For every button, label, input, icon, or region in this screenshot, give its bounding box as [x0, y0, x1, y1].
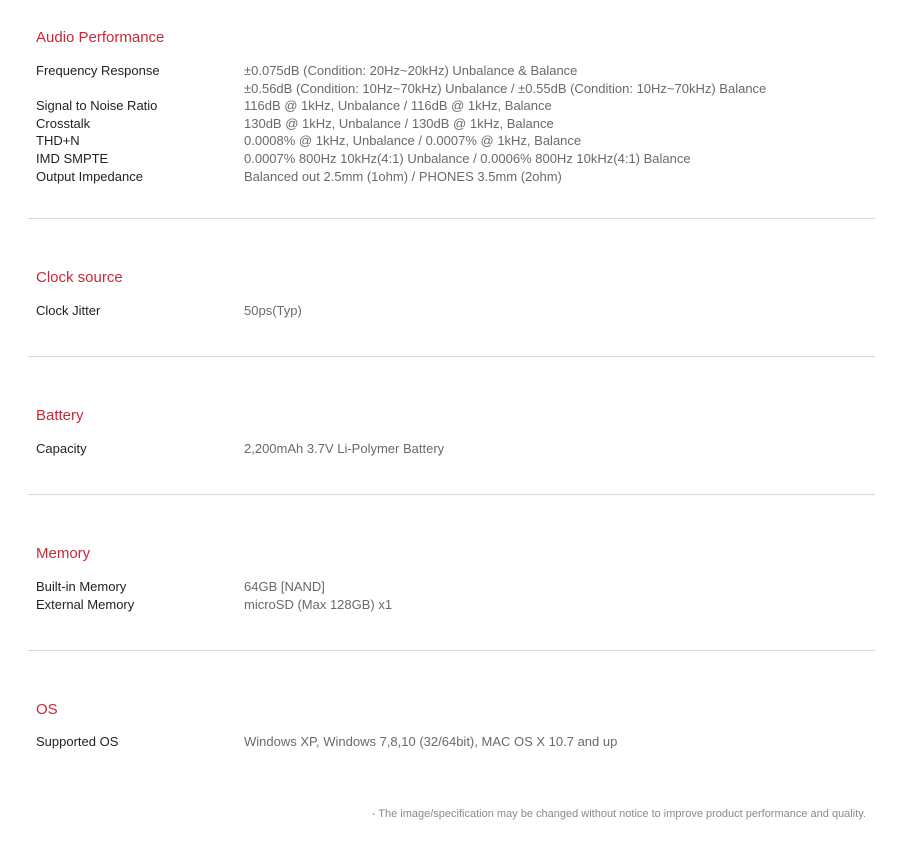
spec-label: Output Impedance — [36, 168, 143, 184]
spec-label: Supported OS — [36, 734, 119, 749]
spec-value — [244, 62, 766, 97]
section-title: Clock source — [36, 269, 123, 286]
spec-row-capacity — [36, 440, 866, 458]
spec-rows — [36, 62, 866, 185]
spec-row-snr — [36, 97, 866, 115]
section-title: Memory — [36, 545, 91, 562]
spec-value: 64GB [NAND] — [244, 579, 325, 594]
spec-label: Clock Jitter — [36, 303, 101, 318]
spec-row-imd-smpte — [36, 150, 866, 168]
spec-row-frequency-response — [36, 62, 866, 97]
spec-rows — [36, 440, 866, 458]
section-title: Battery — [36, 407, 84, 424]
spec-value: 130dB @ 1kHz, Unbalance / 130dB @ 1kHz, Balance — [244, 115, 554, 131]
spec-row-output-impedance — [36, 168, 866, 186]
spec-label: Crosstalk — [36, 115, 91, 131]
spec-label: Frequency Response — [36, 63, 160, 78]
spec-row-external-memory — [36, 596, 866, 614]
spec-value: 0.0008% @ 1kHz, Unbalance / 0.0007% @ 1kHz, Balance — [244, 133, 582, 149]
section-divider — [28, 356, 875, 357]
spec-label: THD+N — [36, 133, 80, 149]
spec-row-supported-os — [36, 733, 866, 751]
spec-label: Capacity — [36, 441, 87, 456]
spec-value: Balanced out 2.5mm (1ohm) / PHONES 3.5mm (2ohm) — [244, 168, 562, 184]
spec-value: Windows XP, Windows 7,8,10 (32/64bit), MAC OS X 10.7 and up — [244, 734, 618, 749]
spec-value: 2,200mAh 3.7V Li-Polymer Battery — [244, 441, 445, 456]
section-divider — [28, 218, 875, 219]
spec-value: microSD (Max 128GB) x1 — [244, 596, 393, 612]
spec-rows — [36, 302, 866, 320]
spec-rows — [36, 733, 866, 751]
disclaimer-footnote: - The image/specification may be changed without notice to improve product performance and quality. — [371, 808, 866, 820]
spec-label: IMD SMPTE — [36, 150, 109, 166]
spec-row-crosstalk — [36, 115, 866, 133]
spec-label: External Memory — [36, 596, 135, 612]
spec-rows — [36, 578, 866, 613]
spec-label: Built-in Memory — [36, 579, 127, 594]
spec-value: 50ps(Typ) — [244, 303, 302, 318]
spec-value-line: ±0.075dB (Condition: 20Hz~20kHz) Unbalance & Balance — [244, 63, 578, 78]
spec-row-clock-jitter — [36, 302, 866, 320]
spec-value: 116dB @ 1kHz, Unbalance / 116dB @ 1kHz, Balance — [244, 98, 552, 114]
section-title: Audio Performance — [36, 29, 165, 46]
section-title: OS — [36, 701, 58, 718]
spec-value-line: ±0.56dB (Condition: 10Hz~70kHz) Unbalance / ±0.55dB (Condition: 10Hz~70kHz) Balance — [244, 80, 767, 96]
spec-row-built-in-memory — [36, 578, 866, 596]
section-divider — [28, 494, 875, 495]
spec-row-thdn — [36, 132, 866, 150]
section-divider — [28, 650, 875, 651]
spec-label: Signal to Noise Ratio — [36, 98, 158, 114]
spec-value: 0.0007% 800Hz 10kHz(4:1) Unbalance / 0.0006% 800Hz 10kHz(4:1) Balance — [244, 150, 691, 166]
